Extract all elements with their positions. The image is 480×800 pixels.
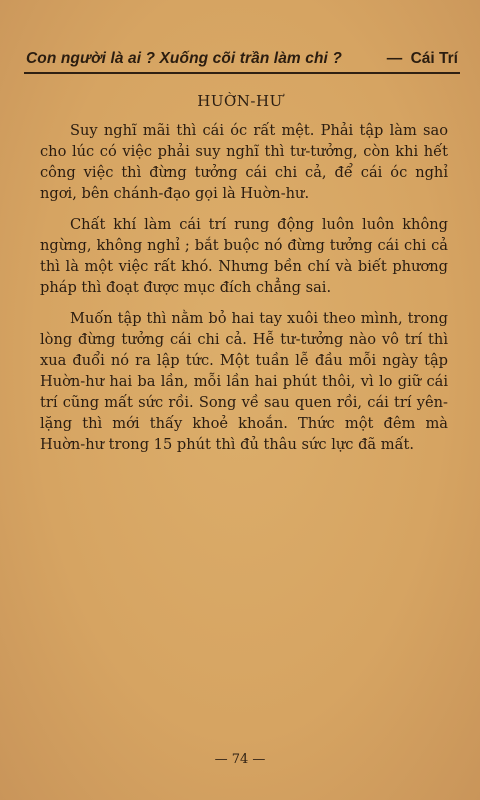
- header-rule: [24, 72, 460, 74]
- running-header: [26, 42, 458, 68]
- chapter-title: HUỜN-HƯ: [197, 92, 283, 110]
- paragraph-1: Suy nghĩ mãi thì cái óc rất mệt. Phải tập làm sao cho lúc có việc phải suy nghĩ thì tư-tưởng, còn khi hết công việc thì đừng tưởng cái chi cả, để cái óc nghỉ ngơi, bên chánh-đạo gọi là Huờn-hư.: [40, 122, 448, 202]
- section-title: Cái Trí: [410, 50, 458, 67]
- header-dash: —: [386, 50, 403, 67]
- paragraph-2: Chất khí làm cái trí rung động luôn luôn không ngừng, không nghỉ ; bắt buộc nó đừng tưởng cái chi cả thì là một việc rất khó. Nhưng bền chí và biết phương pháp thì đoạt được mục đích chẳng sai.: [40, 216, 448, 296]
- paragraph-3: Muốn tập thì nằm bỏ hai tay xuôi theo mình, trong lòng đừng tưởng cái chi cả. Hễ tư-tưởng nào vô trí thì xua đuổi nó ra lập tức. Một tuần lễ đầu mỗi ngày tập Huờn-hư hai ba lần, mỗi lần hai phút thôi, vì lo giữ cái trí cũng mất sức rồi. Song về sau quen rồi, cái trí yên-lặng thì mới thấy khoẻ khoắn. Thức một đêm mà Huờn-hư trong 15 phút thì đủ thâu sức lực đã mất.: [40, 310, 448, 453]
- header-right: [383, 50, 458, 68]
- series-title: Con người là ai ? Xuống cõi trần làm chi ?: [26, 50, 342, 67]
- body-text: [40, 120, 448, 465]
- page-number: — 74 —: [214, 752, 266, 767]
